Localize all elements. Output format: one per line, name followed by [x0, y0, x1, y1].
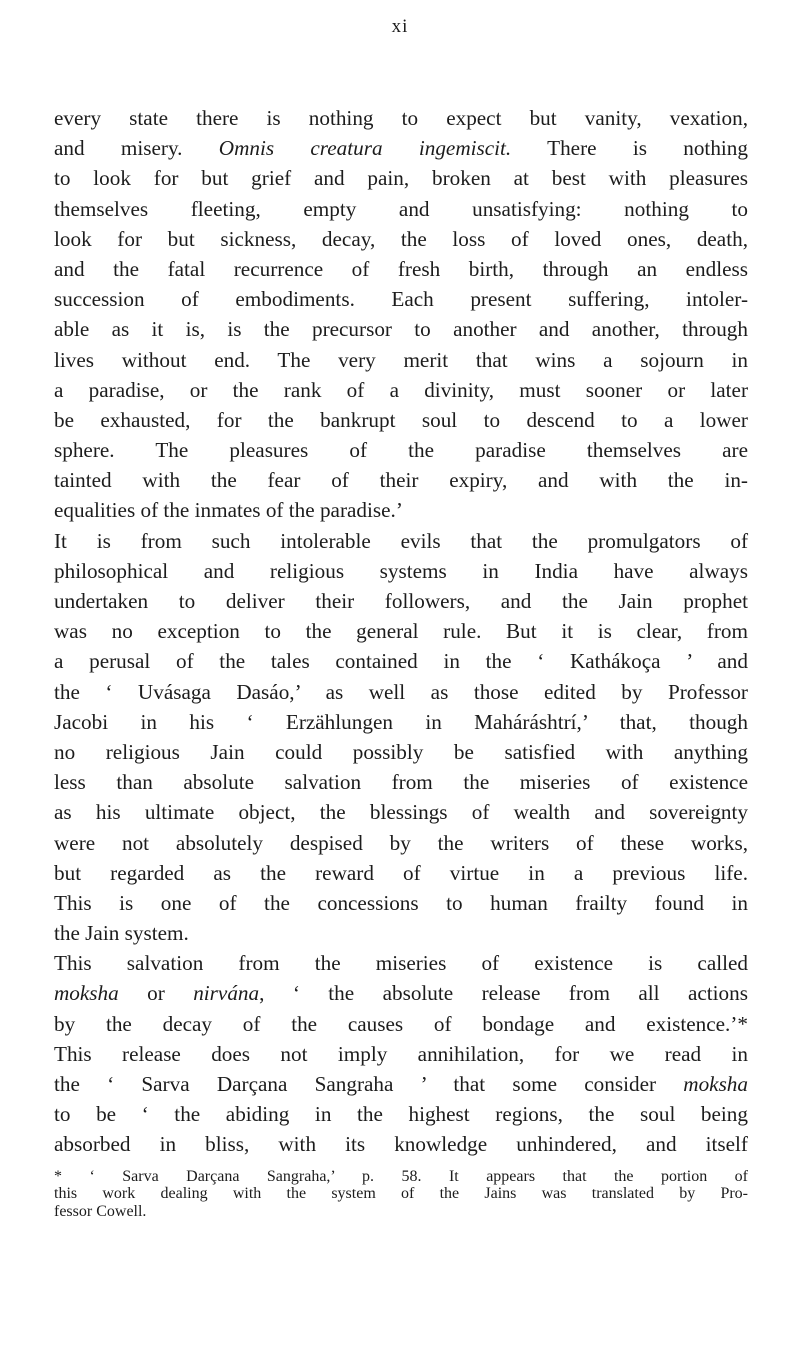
text-line: was no exception to the general rule. But it is clear, from — [54, 619, 748, 644]
text-line: Jacobi in his ‘ Erzählungen in Maháráshtrí,’ that, though — [54, 709, 748, 734]
paragraph-1 — [54, 103, 748, 526]
text-line: less than absolute salvation from the miseries of existence — [54, 770, 748, 795]
text-line: This release does not imply annihilation, for we read in — [54, 1041, 748, 1066]
text-line: to look for but grief and pain, broken at best with pleasures — [54, 166, 748, 191]
text-line: succession of embodiments. Each present suffering, intoler- — [54, 287, 748, 312]
text-line: a paradise, or the rank of a divinity, must sooner or later — [54, 377, 748, 402]
text-line: every state there is nothing to expect but vanity, vexation, — [54, 106, 748, 130]
latin-phrase: Omnis creatura ingemiscit. — [218, 136, 512, 161]
text-line: look for but sickness, decay, the loss of loved ones, death, — [54, 226, 748, 251]
paragraph-2 — [54, 526, 748, 949]
text-line: equalities of the inmates of the paradise.’ — [54, 498, 403, 523]
paragraph-3 — [54, 948, 748, 1159]
text-line: undertaken to deliver their followers, and the Jain prophet — [54, 589, 748, 613]
text-line: the ‘ Uvásaga Dasáo,’ as well as those edited by Professor — [54, 679, 748, 704]
text-line: and the fatal recurrence of fresh birth, through an endless — [54, 256, 748, 281]
text-line: This is one of the concessions to human frailty found in — [54, 890, 748, 915]
footnote-line: this work dealing with the system of the Jains was translated by Pro- — [54, 1185, 748, 1203]
term-nirvana: nirvána — [193, 981, 260, 1006]
text-line: a perusal of the tales contained in the ‘ Kathákoça ’ and — [54, 649, 748, 674]
text-line: to be ‘ the abiding in the highest regions, the soul being — [54, 1102, 748, 1127]
text-line: be exhausted, for the bankrupt soul to descend to a lower — [54, 407, 748, 432]
text-line: absorbed in bliss, with its knowledge unhindered, and itself — [54, 1132, 748, 1157]
term-moksha: moksha — [683, 1072, 748, 1096]
text-line: the Jain system. — [54, 921, 189, 946]
text-line: tainted with the fear of their expiry, and with the in- — [54, 468, 748, 493]
text-line: It is from such intolerable evils that the promulgators of — [54, 528, 748, 553]
footnote — [54, 1168, 748, 1221]
term-moksha: moksha — [54, 981, 119, 1006]
page-number: xi — [391, 16, 409, 37]
text-line: sphere. The pleasures of the paradise themselves are — [54, 438, 748, 463]
footnote-line: * ‘ Sarva Darçana Sangraha,’ p. 58. It appears that the portion of — [54, 1167, 748, 1185]
footnote-line: fessor Cowell. — [54, 1202, 147, 1220]
text-line: able as it is, is the precursor to another and another, through — [54, 317, 748, 342]
text-line: This salvation from the miseries of existence is called — [54, 951, 748, 976]
text-line: and misery. Omnis creatura ingemiscit. There is nothing — [54, 136, 748, 161]
text-line: were not absolutely despised by the writers of these works, — [54, 830, 748, 855]
text-line: moksha or nirvána, ‘ the absolute release from all actions — [54, 981, 748, 1006]
text-line: by the decay of the causes of bondage and existence.’* — [54, 1011, 748, 1036]
text-line: as his ultimate object, the blessings of wealth and sovereignty — [54, 800, 748, 825]
text-line: the ‘ Sarva Darçana Sangraha ’ that some consider moksha — [54, 1072, 748, 1096]
text-line: lives without end. The very merit that wins a sojourn in — [54, 347, 748, 372]
text-line: philosophical and religious systems in India have always — [54, 558, 748, 583]
text-line: but regarded as the reward of virtue in a previous life. — [54, 860, 748, 885]
page-body — [54, 103, 748, 1220]
text-line: themselves fleeting, empty and unsatisfying: nothing to — [54, 196, 748, 221]
text-line: no religious Jain could possibly be satisfied with anything — [54, 739, 748, 764]
